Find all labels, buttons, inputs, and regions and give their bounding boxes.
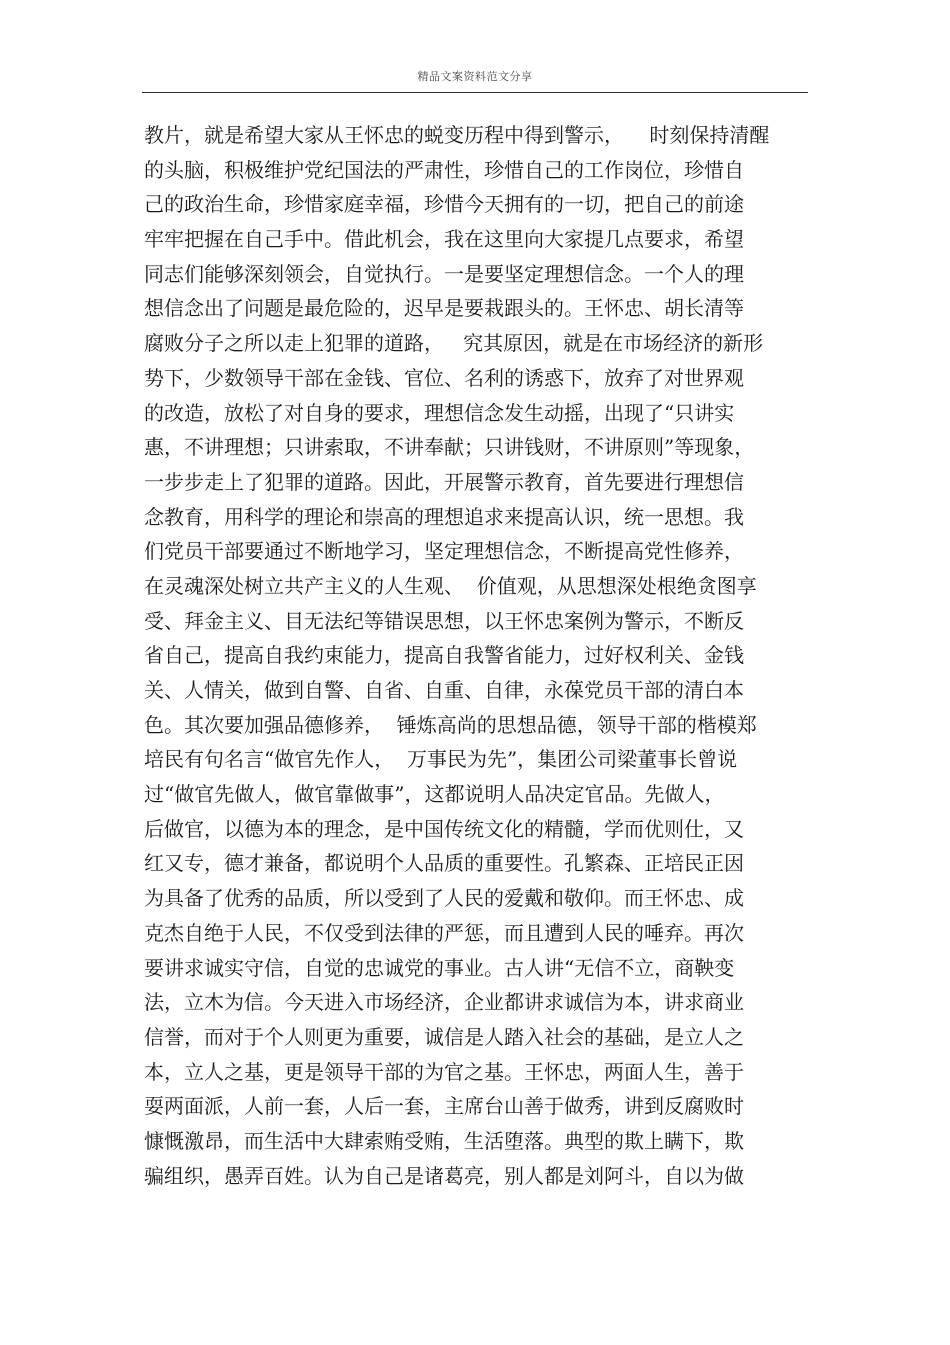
document-body [144,118,844,1193]
text-line: 信誉，而对于个人则更为重要，诚信是人踏入社会的基础，是立人之 [144,1024,744,1049]
text-line: 后做官，以德为本的理念，是中国传统文化的精髓，学而优则仕，又 [144,816,744,841]
header-title: 精品文案资料范文分享 [417,70,533,83]
text-line: 念教育，用科学的理论和崇高的理想追求来提高认识，统一思想。我 [144,504,744,529]
text-line: 们党员干部要通过不断地学习，坚定理想信念，不断提高党性修养， [144,539,744,564]
text-line: 色。其次要加强品德修养， 锤炼高尚的思想品德，领导干部的楷模郑 [144,712,757,737]
text-line: 在灵魂深处树立共产主义的人生观、 价值观，从思想深处根绝贪图享 [144,573,757,598]
text-line: 骗组织，愚弄百姓。认为自己是诸葛亮，别人都是刘阿斗，自以为做 [144,1163,744,1188]
text-line: 培民有句名言“做官先作人， 万事民为先”，集团公司梁董事长曾说 [144,747,738,772]
text-line: 红又专，德才兼备，都说明个人品质的重要性。孔繁森、正培民正因 [144,851,744,876]
text-line: 克杰自绝于人民，不仅受到法律的严惩，而且遭到人民的唾弃。再次 [144,920,744,945]
text-line: 本，立人之基，更是领导干部的为官之基。王怀忠，两面人生，善于 [144,1059,744,1084]
text-line: 牢牢把握在自己手中。借此机会，我在这里向大家提几点要求，希望 [144,227,744,252]
text-line: 己的政治生命，珍惜家庭幸福，珍惜今天拥有的一切，把自己的前途 [144,192,744,217]
text-line: 一步步走上了犯罪的道路。因此，开展警示教育，首先要进行理想信 [144,469,744,494]
text-line: 同志们能够深刻领会，自觉执行。一是要坚定理想信念。一个人的理 [144,261,744,286]
text-line: 慷慨激昂，而生活中大肆索贿受贿，生活堕落。典型的欺上瞒下，欺 [144,1128,744,1153]
text-line: 教片，就是希望大家从王怀忠的蜕变历程中得到警示， 时刻保持清醒 [144,123,770,147]
text-line: 惠，不讲理想；只讲索取，不讲奉献；只讲钱财，不讲原则”等现象， [144,435,755,460]
text-line: 想信念出了问题是最危险的，迟早是要栽跟头的。王怀忠、胡长清等 [144,296,744,321]
text-line: 过“做官先做人，做官靠做事”，这都说明人品决定官品。先做人， [144,782,725,807]
text-line: 的改造，放松了对自身的要求，理想信念发生动摇，出现了“只讲实 [144,400,735,425]
text-line: 关、人情关，做到自警、自省、自重、自律，永葆党员干部的清白本 [144,678,744,702]
text-line: 受、拜金主义、目无法纪等错误思想，以王怀忠案例为警示，不断反 [144,608,744,633]
text-line: 法，立木为信。今天进入市场经济，企业都讲求诚信为本，讲求商业 [144,990,744,1015]
text-line: 的头脑，积极维护党纪国法的严肃性，珍惜自己的工作岗位，珍惜自 [144,157,744,182]
text-line: 腐败分子之所以走上犯罪的道路， 究其原因，就是在市场经济的新形 [144,331,764,356]
page-header [142,64,808,93]
text-line: 势下，少数领导干部在金钱、官位、名利的诱惑下，放弃了对世界观 [144,365,744,390]
text-line: 为具备了优秀的品质，所以受到了人民的爱戴和敬仰。而王怀忠、成 [144,886,744,911]
text-line: 耍两面派，人前一套，人后一套，主席台山善于做秀，讲到反腐败时 [144,1094,744,1119]
text-line: 要讲求诚实守信，自觉的忠诚党的事业。古人讲“无信不立，商鞅变 [144,955,735,980]
text-line: 省自己，提高自我约束能力，提高自我警省能力，过好权利关、金钱 [144,643,744,668]
